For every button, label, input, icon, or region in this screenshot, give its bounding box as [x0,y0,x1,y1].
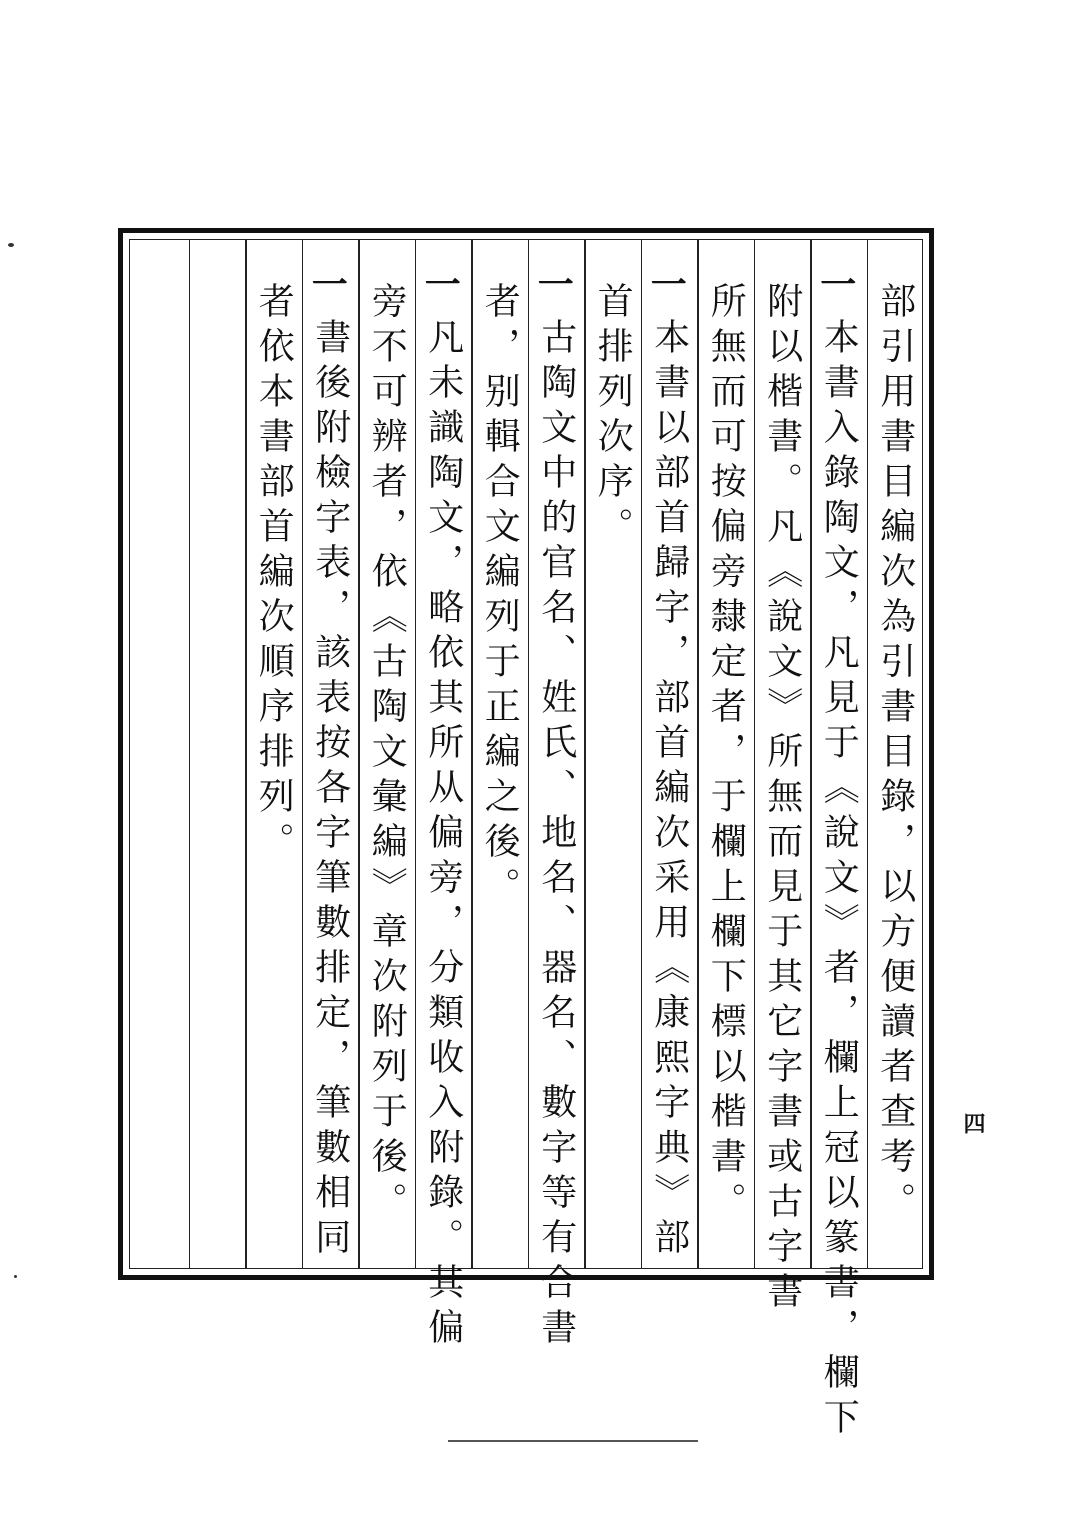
column-text: 旁不可辨者，依《古陶文彙編》章次附列于後。 [366,282,408,1227]
text-grid [129,239,923,1443]
text-column [189,240,246,1268]
column-text: 書後附檢字表，該表按各字筆數排定，筆數相同 [309,318,351,1263]
column-text: 首排列次序。 [592,282,634,552]
column-text: 者依本書部首編次順序排列。 [253,282,295,867]
item-bullet: 一 [537,265,574,306]
text-column [754,240,811,1317]
column-text: 本書以部首歸字，部首編次采用《康熙字典》部 [648,318,690,1263]
item-bullet: 一 [650,265,687,306]
text-column [810,240,867,1443]
text-column [471,240,528,1268]
item-bullet: 一 [311,265,348,306]
column-text: 凡未識陶文，略依其所从偏旁，分類收入附錄。其偏 [422,318,464,1353]
item-bullet: 一 [424,265,461,306]
text-column [302,240,359,1268]
item-bullet: 一 [820,265,857,306]
text-column [132,240,189,1268]
scan-speck [14,1275,17,1278]
text-column [358,240,415,1268]
footer-rule [448,1440,698,1442]
column-text: 古陶文中的官名、姓氏、地名、器名、數字等有合書 [535,318,577,1353]
column-text: 所無而可按偏旁隸定者，于欄上欄下標以楷書。 [705,282,747,1227]
column-text: 本書入錄陶文，凡見于《說文》者，欄上冠以篆書，欄下 [818,318,860,1443]
page-number: 四 [960,1112,986,1134]
text-column [415,240,472,1353]
text-column [697,240,754,1268]
scan-speck [8,243,14,247]
text-column [584,240,641,1268]
column-text: 者，别輯合文編列于正編之後。 [479,282,521,912]
text-column [528,240,585,1353]
column-text: 部引用書目編次為引書目錄，以方便讀者查考。 [874,282,916,1227]
page-frame [118,228,934,1443]
column-text: 附以楷書。凡《說文》所無而見于其它字書或古字書 [761,282,803,1317]
text-column [641,240,698,1268]
text-column [245,240,302,1268]
text-column [867,240,924,1268]
